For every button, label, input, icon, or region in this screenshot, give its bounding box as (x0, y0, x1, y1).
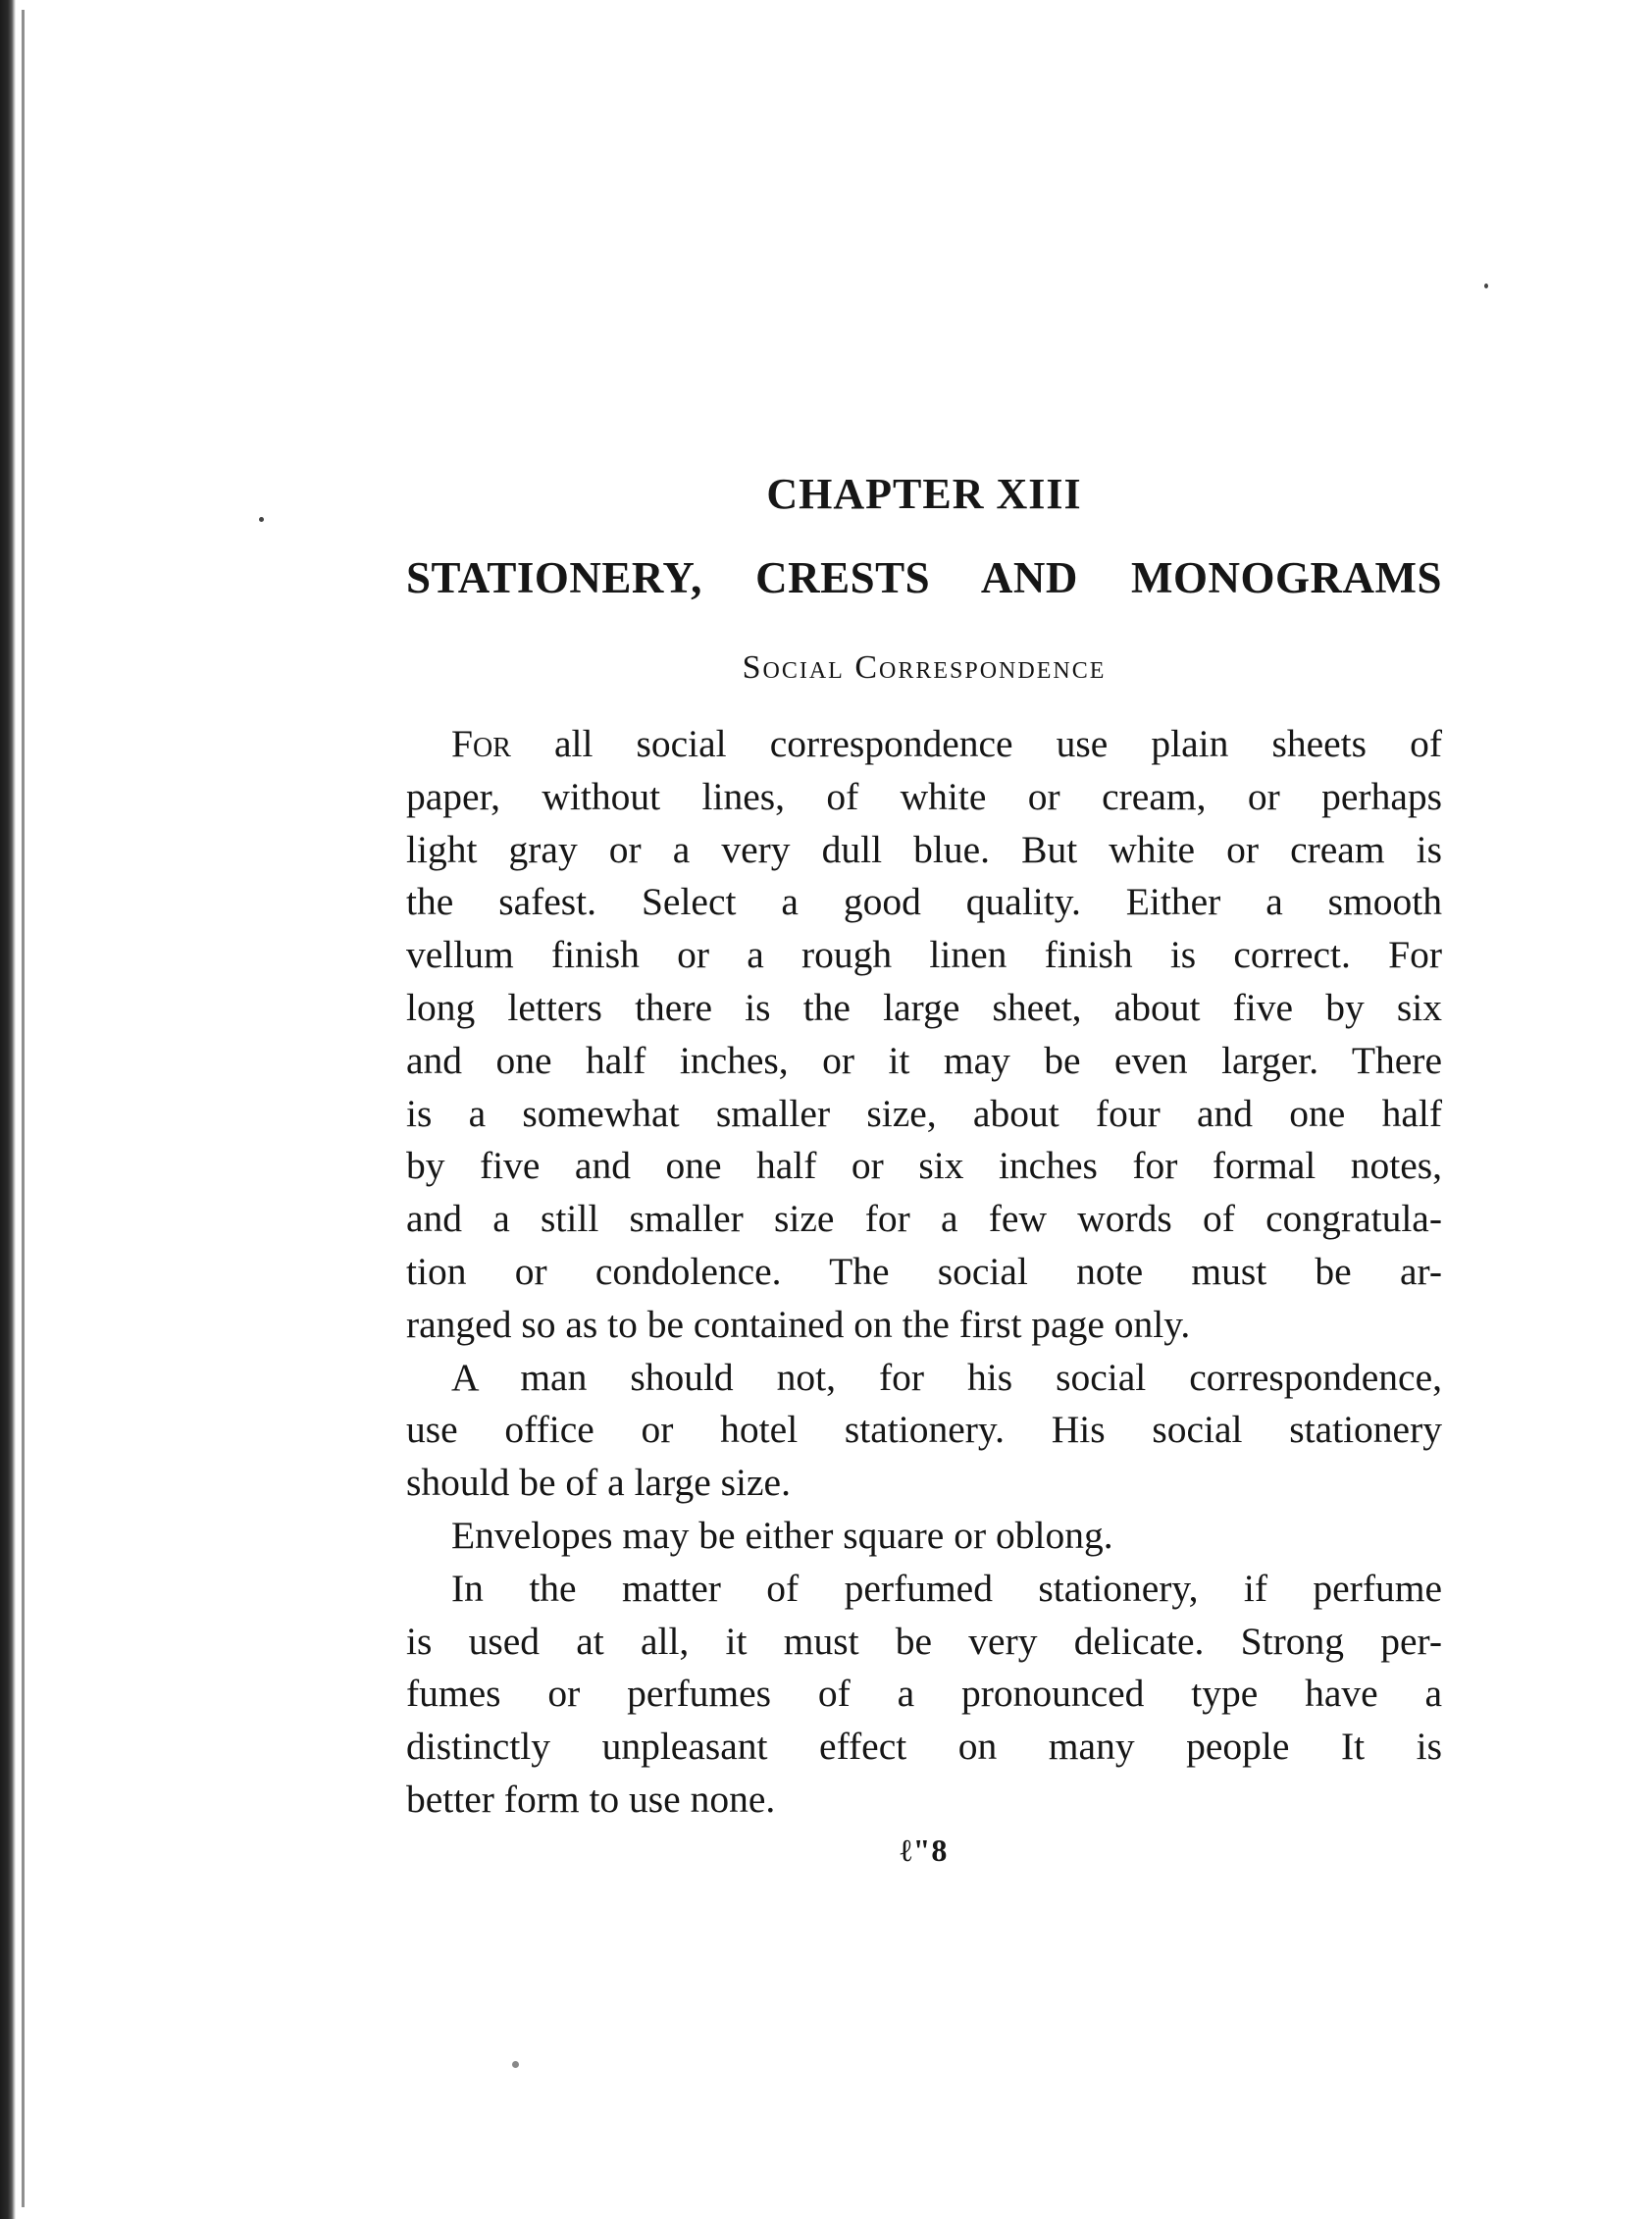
scan-binding-edge (0, 0, 16, 2219)
text-line: use office or hotel stationery. His social stationery (406, 1408, 1442, 1452)
paragraph (406, 1510, 1442, 1563)
body-text (406, 718, 1442, 1827)
paragraph (406, 718, 1442, 1352)
text-line: fumes or perfumes of a pronounced type have a (406, 1672, 1442, 1716)
text-line: In the matter of perfumed stationery, if perfume (451, 1566, 1442, 1610)
text-line: paper, without lines, of white or cream, or perhaps (406, 774, 1442, 818)
text-line: should be of a large size. (406, 1461, 791, 1505)
section-heading: Social Correspondence (742, 649, 1107, 686)
text-line: ranged so as to be contained on the first page only. (406, 1302, 1191, 1346)
page-number: ℓ"8 (900, 1832, 949, 1868)
scan-speck (1484, 284, 1488, 288)
paragraph (406, 1352, 1442, 1510)
text-line: is a somewhat smaller size, about four and one half (406, 1091, 1442, 1135)
drop-word: For (451, 722, 511, 765)
scan-speck (512, 2061, 519, 2068)
text-line: vellum finish or a rough linen finish is correct. For (406, 933, 1442, 977)
text-line: long letters there is the large sheet, about five by six (406, 985, 1442, 1029)
paragraph (406, 1563, 1442, 1827)
chapter-title: STATIONERY, CRESTS AND MONOGRAMS (406, 553, 1442, 602)
text-line (406, 718, 1442, 771)
text-line: the safest. Select a good quality. Either a smooth (406, 880, 1442, 924)
text-line: light gray or a very dull blue. But white or cream is (406, 827, 1442, 871)
text-line: A man should not, for his social correspondence, (451, 1355, 1442, 1399)
scan-binding-shadow (22, 10, 25, 2207)
text-line: better form to use none. (406, 1777, 776, 1821)
text-line: and a still smaller size for a few words of congratula- (406, 1197, 1442, 1241)
line-rest: all social correspondence use plain sheets of (510, 722, 1442, 765)
chapter-label: CHAPTER XIII (766, 470, 1082, 518)
text-line: by five and one half or six inches for formal notes, (406, 1144, 1442, 1188)
text-line: is used at all, it must be very delicate. Strong per- (406, 1619, 1442, 1663)
text-line: tion or condolence. The social note must be ar- (406, 1249, 1442, 1293)
text-line: distinctly unpleasant effect on many people It is (406, 1725, 1442, 1769)
text-line: and one half inches, or it may be even larger. There (406, 1038, 1442, 1082)
text-line: Envelopes may be either square or oblong. (451, 1513, 1113, 1557)
